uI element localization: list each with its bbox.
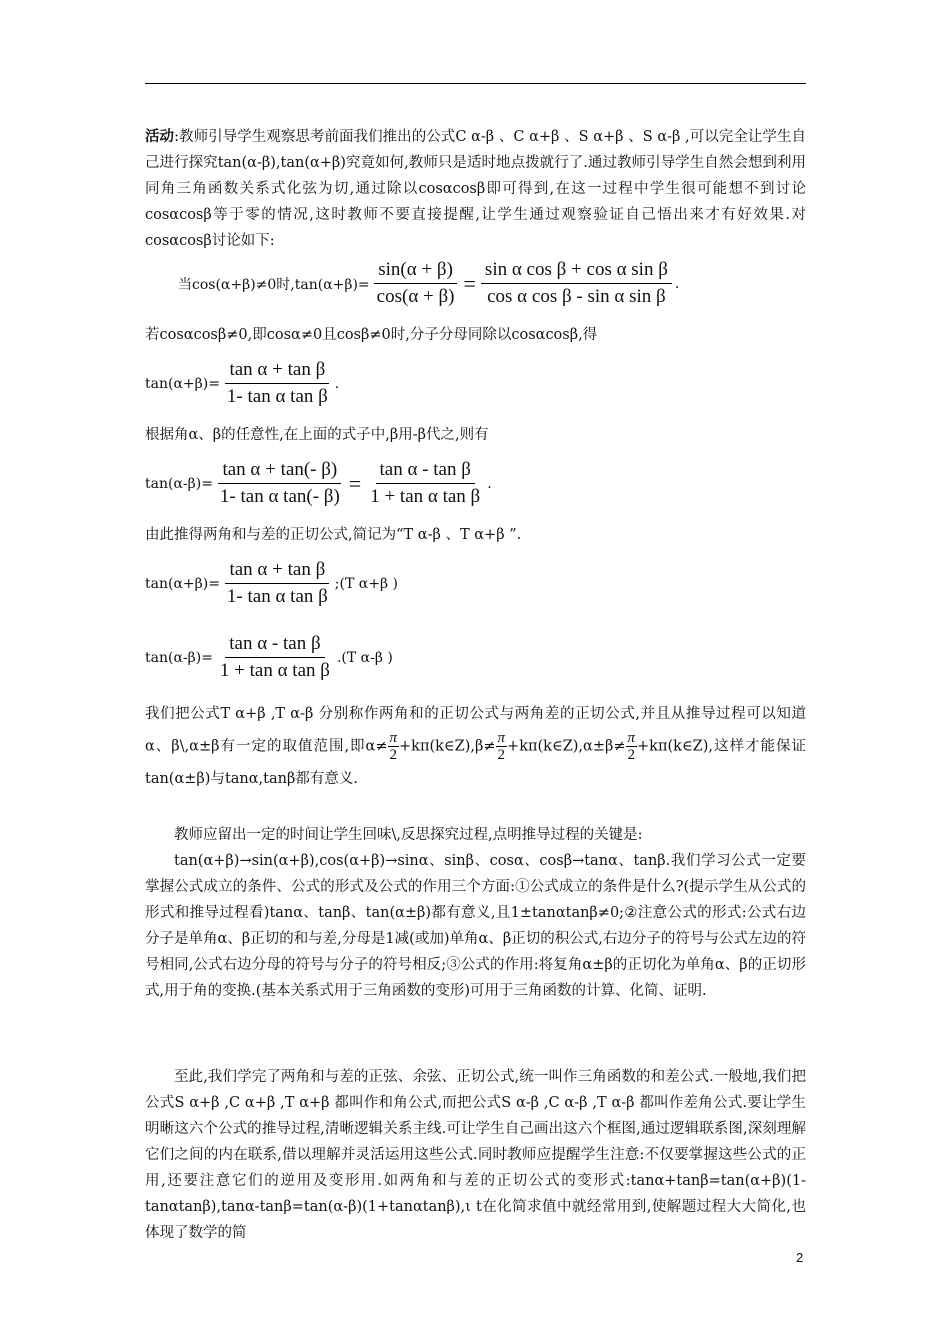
denominator: cos α cos β - sin α sin β bbox=[487, 286, 666, 307]
fraction bbox=[366, 458, 484, 509]
paragraph-7: tan(α+β)→sin(α+β),cos(α+β)→sinα、sinβ、cosα、cosβ→tanα、tanβ.我们学习公式一定要掌握公式成立的条件、公式的形式及公式的作用三个方面:①公式成立的条件是什么?(提示学生从公式的形式和推导过程看)tanα、tanβ、tan(α±β)都有意义,且1±tanαtanβ≠0;②注意公式的形式:公式右边分子是单角α、β正切的和与差,分母是1减(或加)单角α、β正切的积公式,右边分子的符号与公式左边的符号相同,公式右边分母的符号与分子的符号相反;③公式的作用:将复角α±β的正切化为单角α、β的正切形式,用于角的变换.(基本关系式用于三角函数的变形)可用于三角函数的计算、化简、证明. bbox=[145, 853, 806, 999]
formula-suffix: . bbox=[487, 475, 492, 492]
denominator: 1- tan α tan β bbox=[226, 586, 328, 607]
denominator: 1- tan α tan β bbox=[226, 386, 328, 407]
fraction bbox=[216, 458, 344, 509]
activity-label: 活动 bbox=[145, 128, 175, 145]
formula-prefix: tan(α-β)= bbox=[145, 475, 213, 492]
fraction bbox=[373, 258, 459, 309]
fraction bbox=[223, 358, 332, 409]
pi-over-2: $\frac{\pi}{2}$ bbox=[389, 730, 398, 763]
paragraph-8: 至此,我们学完了两角和与差的正弦、余弦、正切公式,统一叫作三角函数的和差公式.一般地,我们把公式S α+β ,C α+β ,T α+β 都叫作和角公式,而把公式S α-β ,C α-β ,T α-β 都叫作差角公式.要让学生明晰这六个公式的推导过程,清晰逻辑关系主线.可让学生自己画出这六个框图,通过逻辑联系图,深刻理解它们之间的内在联系,借以理解并灵活运用这些公式.同时教师应提醒学生注意:不仅要掌握这些公式的正用,还要注意它们的逆用及变形用.如两角和与差的正切公式的变形式:tanα+tanβ=tan(α+β)(1-tanαtanβ),tanα-tanβ=tan(α-β)(1+tanαtanβ),ι t在化简求值中就经常用到,使解题过程大大简化,也体现了数学的简 bbox=[145, 1069, 806, 1241]
paragraph-3: 根据角α、β的任意性,在上面的式子中,β用-β代之,则有 bbox=[145, 427, 489, 443]
activity-text: :教师引导学生观察思考前面我们推出的公式C α-β 、C α+β 、S α+β 、S α-β ,可以完全让学生自己进行探究tan(α-β),tan(α+β)究竟如何,教师只是适时地点拨就行了.通过教师引导学生自然会想到利用同角三角函数关系式化弦为切,通过除以cosαcosβ即可得到,在这一过程中学生很可能想不到讨论cosαcosβ等于零的情况,这时教师不要直接提醒,让学生通过观察验证自己悟出来才有好效果.对cosαcosβ讨论如下: bbox=[145, 129, 807, 249]
formula-prefix: tan(α+β)= bbox=[145, 575, 220, 592]
numerator: sin α cos β + cos α sin β bbox=[481, 258, 672, 284]
formula-T-sum bbox=[145, 558, 398, 609]
formula-suffix: . bbox=[674, 275, 680, 292]
denominator: cos(α + β) bbox=[376, 286, 455, 307]
pi-over-2: $\frac{\pi}{2}$ bbox=[497, 730, 506, 763]
numerator: tan α + tan β bbox=[225, 558, 329, 584]
formula-suffix: .(T α-β ) bbox=[336, 649, 393, 666]
formula-tan-sum-derivation bbox=[178, 258, 679, 309]
fraction bbox=[481, 258, 672, 309]
equals-sign: = bbox=[463, 270, 476, 296]
page-number: 2 bbox=[796, 1250, 804, 1265]
fraction bbox=[216, 632, 334, 683]
paragraph-2: 若cosαcosβ≠0,即cosα≠0且cosβ≠0时,分子分母同除以cosαcosβ,得 bbox=[145, 327, 598, 343]
numerator: tan α + tan(- β) bbox=[218, 458, 341, 484]
numerator: tan α + tan β bbox=[225, 358, 329, 384]
formula-suffix: . bbox=[334, 375, 340, 392]
denominator: 1- tan α tan(- β) bbox=[219, 486, 340, 507]
formula-prefix: tan(α+β)= bbox=[145, 375, 220, 392]
formula-prefix: tan(α-β)= bbox=[145, 649, 213, 666]
paragraph-4: 由此推得两角和与差的正切公式,简记为“T α-β 、T α+β ”. bbox=[145, 527, 522, 543]
activity-paragraph bbox=[145, 124, 806, 254]
denominator: 1 + tan α tan β bbox=[219, 660, 330, 681]
formula-tan-diff-derivation bbox=[145, 458, 492, 509]
pi-over-2: $\frac{\pi}{2}$ bbox=[627, 730, 636, 763]
formula-prefix: 当cos(α+β)≠0时,tan(α+β)= bbox=[178, 276, 370, 293]
paragraph-6: 教师应留出一定的时间让学生回味\,反思探究过程,点明推导过程的关键是: bbox=[174, 827, 643, 843]
equals-sign: = bbox=[348, 470, 362, 496]
paragraph-5: 我们把公式T α+β ,T α-β 分别称作两角和的正切公式与两角差的正切公式,并且从推导过程可以知道α、β\,α±β有一定的取值范围,即α≠ $\frac{\pi}{2}$ +kπ(k∈Z),β≠ $\frac{\pi}{2}$ +kπ(k∈Z),α±β≠ $\frac{\pi}{2}$ +kπ(k∈Z),这样才能保证tan(α±β)与tanα,tanβ都有意义. bbox=[145, 706, 806, 787]
denominator: 1 + tan α tan β bbox=[370, 486, 481, 507]
formula-T-diff bbox=[145, 632, 393, 683]
header-rule bbox=[145, 83, 806, 84]
numerator: tan α - tan β bbox=[225, 632, 324, 658]
formula-suffix: ;(T α+β ) bbox=[334, 575, 398, 592]
numerator: tan α - tan β bbox=[376, 458, 475, 484]
fraction bbox=[223, 558, 332, 609]
numerator: sin(α + β) bbox=[374, 258, 457, 284]
formula-tan-sum bbox=[145, 358, 339, 409]
